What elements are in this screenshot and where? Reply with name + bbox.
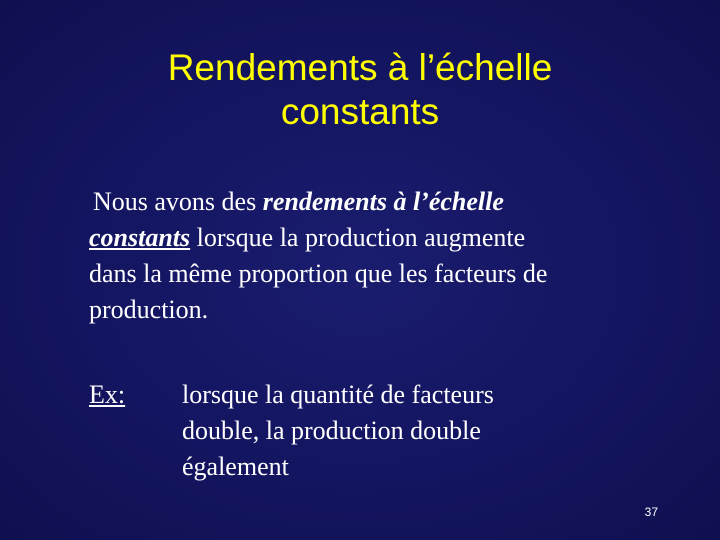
definition-line-4: production.	[89, 295, 209, 324]
definition-line-1	[89, 184, 689, 220]
slide-title	[60, 46, 660, 134]
definition-paragraph	[89, 184, 689, 328]
title-line-1: Rendements à l’échelle	[167, 47, 553, 88]
definition-emphasis-1: rendements à l’échelle	[262, 187, 504, 216]
definition-emphasis-2: constants	[89, 223, 191, 252]
example-text	[182, 377, 662, 485]
definition-line-3: dans la même proportion que les facteurs de	[89, 259, 548, 288]
example-line-2: double, la production double	[182, 416, 481, 445]
page-number: 37	[644, 505, 658, 519]
definition-prefix: Nous avons des	[93, 187, 263, 216]
definition-line-2	[89, 220, 689, 256]
definition-rest: lorsque la production augmente	[190, 223, 526, 252]
example-line-1: lorsque la quantité de facteurs	[182, 380, 494, 409]
example-label: Ex:	[89, 380, 126, 409]
title-line-2: constants	[280, 91, 440, 132]
example-line-3: également	[182, 452, 289, 481]
